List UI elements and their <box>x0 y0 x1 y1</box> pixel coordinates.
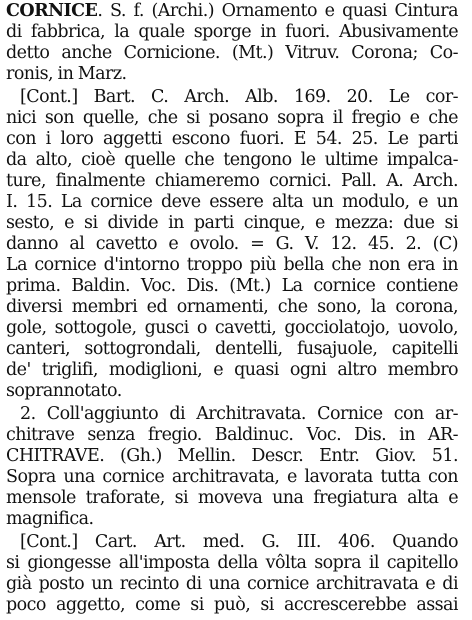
entry-line: CHITRAVE. (Gh.) Mellin. Descr. Entr. Giov. 51. <box>6 446 458 466</box>
entry-line: poco aggetto, come si può, si accrescerebbe assai <box>6 595 458 615</box>
headword: CORNICE <box>6 1 98 21</box>
entry-line: La cornice d'intorno troppo più bella che non era in <box>6 255 458 275</box>
entry-line: diversi membri ed ornamenti, che sono, la corona, <box>6 297 458 317</box>
entry-line: danno al cavetto e ovolo. = G. V. 12. 45. 2. (C) <box>6 234 458 254</box>
entry-line: Sopra una cornice architravata, e lavorata tutta con <box>6 467 458 487</box>
entry-line: da alto, cioè quelle che tengono le ultime impalca- <box>6 150 458 170</box>
entry-line: [Cont.] Cart. Art. med. G. III. 406. Quando <box>20 532 458 552</box>
entry-line: con i loro aggetti escono fuori. E 54. 25. Le parti <box>6 129 458 149</box>
entry-line: detto anche Cornicione. (Mt.) Vitruv. Corona; Co- <box>6 43 458 63</box>
entry-line: 2. Coll'aggiunto di Architravata. Cornice con ar- <box>20 404 458 424</box>
entry-line: CORNICE. S. f. (Archi.) Ornamento e quasi Cintura <box>6 1 458 21</box>
entry-line: gole, sottogole, gusci o cavetti, gocciolatojo, uovolo, <box>6 318 458 338</box>
entry-line: chitrave senza fregio. Baldinuc. Voc. Dis. in AR- <box>6 425 458 445</box>
entry-line: I. 15. La cornice deve essere alta un modulo, e un <box>6 192 458 212</box>
entry-line: sesto, e si divide in parti cinque, e mezza: due si <box>6 213 458 233</box>
entry-line: mensole traforate, si moveva una fregiatura alta e <box>6 488 458 508</box>
entry-line: soprannotato. <box>6 381 122 401</box>
entry-line: di fabbrica, la quale sporge in fuori. Abusivamente <box>6 22 458 42</box>
entry-line: già posto un recinto di una cornice architravata e di <box>6 574 458 594</box>
entry-line: de' triglifi, modiglioni, e quasi ogni altro membro <box>6 360 458 380</box>
entry-line: prima. Baldin. Voc. Dis. (Mt.) La cornice contiene <box>6 276 458 296</box>
entry-line: nici son quelle, che si posano sopra il fregio e che <box>6 108 458 128</box>
entry-line: canteri, sottogrondali, dentelli, fusajuole, capitelli <box>6 339 458 359</box>
entry-line: [Cont.] Bart. C. Arch. Alb. 169. 20. Le cor- <box>20 87 458 107</box>
entry-line: ture, finalmente chiameremo cornici. Pall. A. Arch. <box>6 171 458 191</box>
entry-line: ronis, in Marz. <box>6 64 127 84</box>
entry-line: si giongesse all'imposta della vôlta sopra il capitello <box>6 553 458 573</box>
entry-line: magnifica. <box>6 509 94 529</box>
